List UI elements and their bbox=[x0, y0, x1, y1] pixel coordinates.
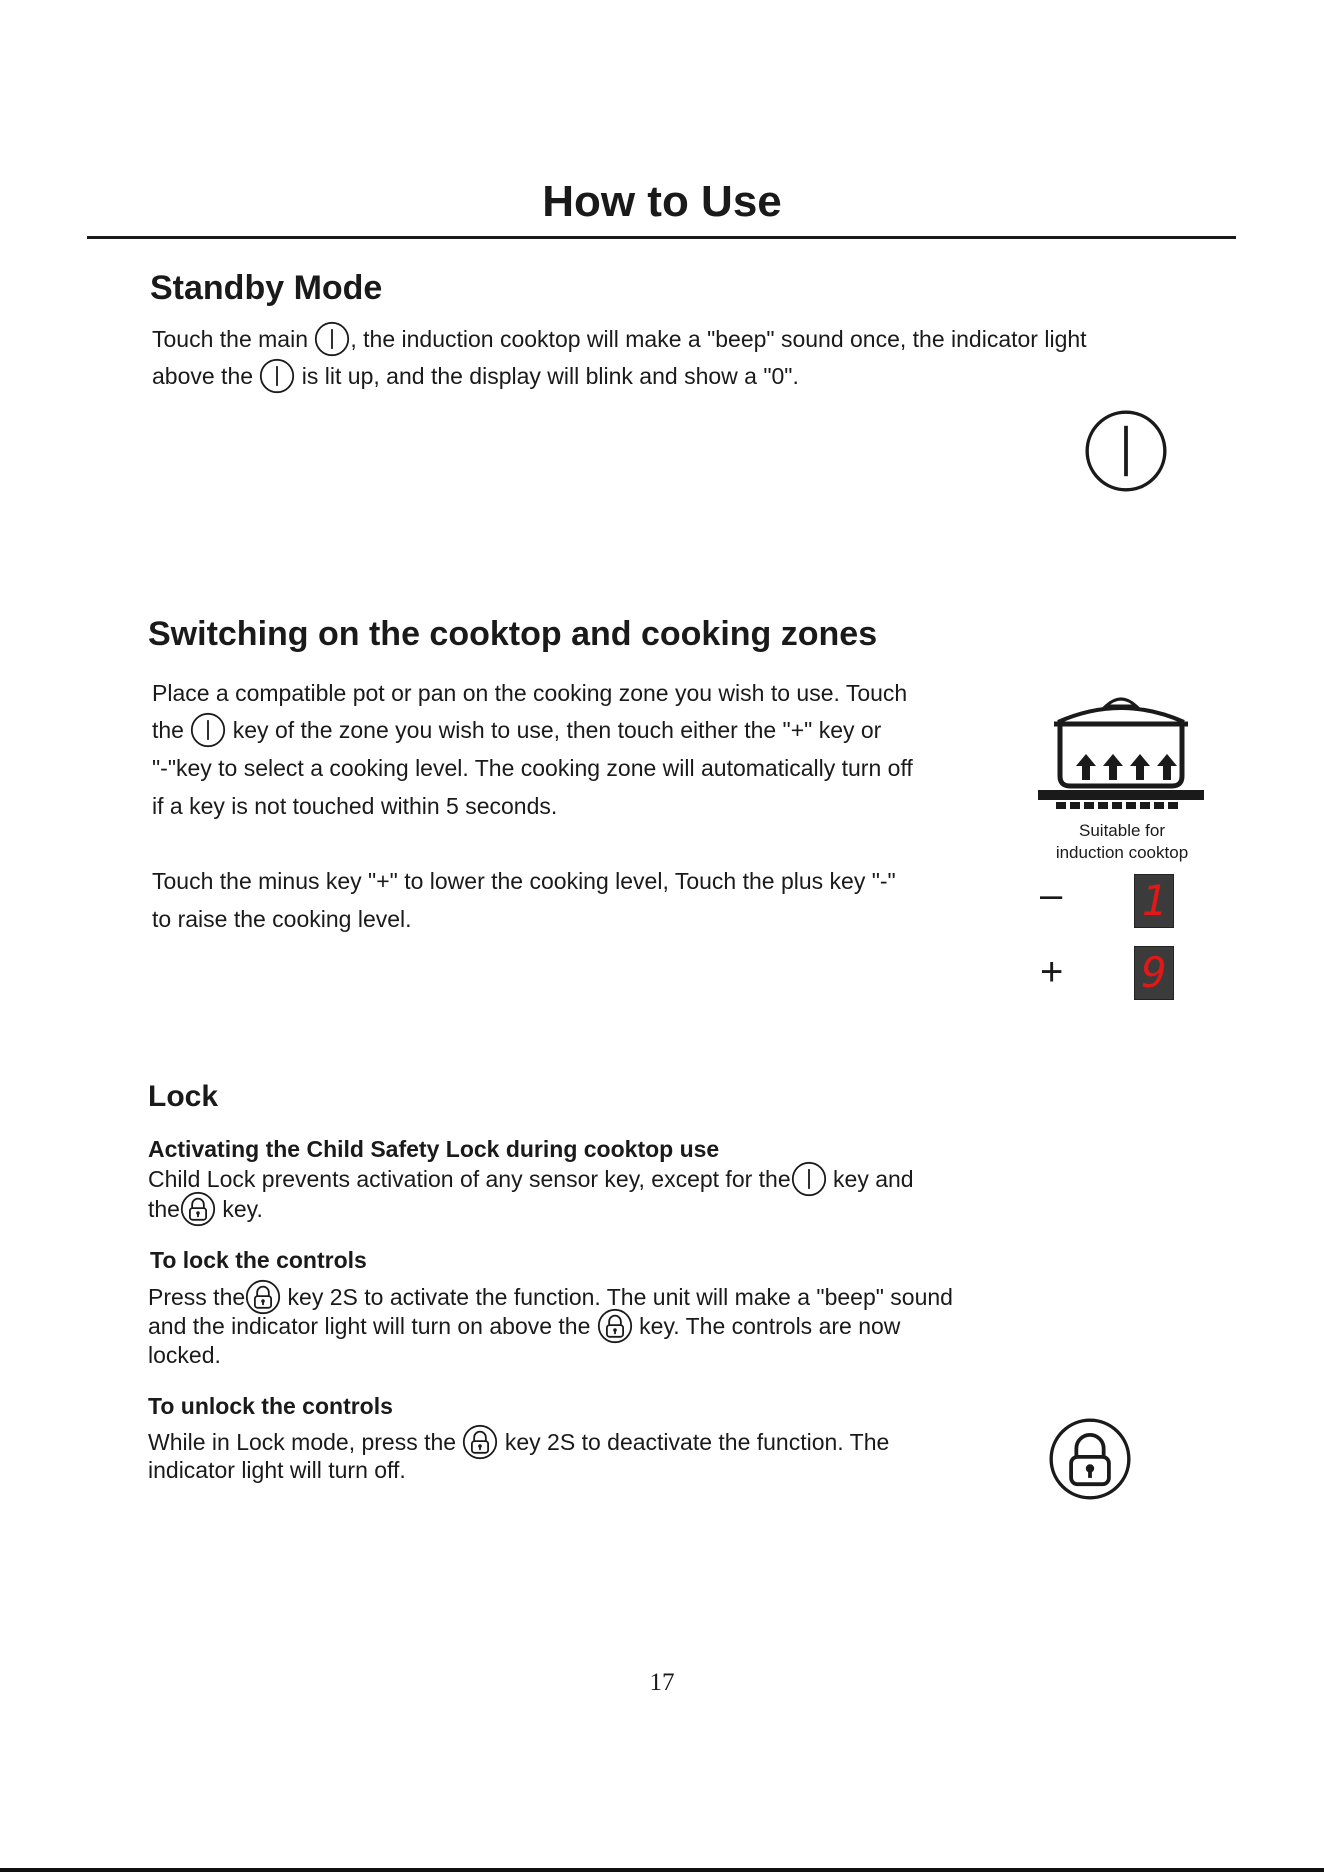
standby-line-1: Touch the main , the induction cooktop will make a "beep" sound once, the indicator light bbox=[152, 320, 1087, 359]
minus-key[interactable]: – bbox=[1040, 873, 1063, 917]
standby-heading: Standby Mode bbox=[150, 269, 383, 307]
level-display-digit: 9 bbox=[1141, 948, 1167, 997]
page-number: 17 bbox=[649, 1669, 675, 1696]
minus-level-display bbox=[1134, 874, 1174, 928]
lock-icon bbox=[597, 1308, 633, 1344]
pot-caption-line-1: Suitable for bbox=[1079, 821, 1165, 840]
switching-line-5: Touch the minus key "+" to lower the cooking level, Touch the plus key "-" bbox=[152, 868, 896, 894]
unlock-line-2: indicator light will turn off. bbox=[148, 1457, 406, 1483]
switching-line-2: the key of the zone you wish to use, then touch either the "+" key or bbox=[152, 711, 881, 750]
activating-heading: Activating the Child Safety Lock during cooktop use bbox=[148, 1136, 720, 1162]
power-icon bbox=[259, 358, 295, 394]
switching-heading: Switching on the cooktop and cooking zones bbox=[148, 615, 878, 653]
power-icon bbox=[791, 1161, 827, 1197]
title-divider bbox=[87, 236, 1236, 239]
lock-heading: Lock bbox=[148, 1080, 219, 1113]
power-icon bbox=[314, 321, 350, 357]
power-icon bbox=[1084, 409, 1168, 498]
page-title: How to Use bbox=[542, 177, 782, 226]
switching-line-4: if a key is not touched within 5 seconds. bbox=[152, 793, 558, 819]
unlock-controls-heading: To unlock the controls bbox=[148, 1393, 393, 1419]
pot-caption-line-2: induction cooktop bbox=[1055, 843, 1189, 862]
standby-line-2: above the is lit up, and the display will blink and show a "0". bbox=[152, 357, 799, 396]
level-display-digit: 1 bbox=[1141, 876, 1167, 925]
unlock-line-1: While in Lock mode, press the key 2S to deactivate the function. The bbox=[148, 1426, 889, 1462]
lock-line-3: locked. bbox=[148, 1342, 221, 1368]
plus-level-display bbox=[1134, 946, 1174, 1000]
pot-on-cooktop-icon bbox=[1036, 688, 1206, 815]
activating-line-2: the key. bbox=[148, 1193, 263, 1229]
switching-line-1: Place a compatible pot or pan on the cooking zone you wish to use. Touch bbox=[152, 680, 908, 706]
lock-line-2: and the indicator light will turn on above the key. The controls are now bbox=[148, 1310, 900, 1346]
bottom-edge bbox=[0, 1868, 1324, 1872]
power-icon bbox=[190, 712, 226, 748]
lock-controls-heading: To lock the controls bbox=[150, 1247, 367, 1273]
switching-line-6: to raise the cooking level. bbox=[152, 906, 412, 932]
plus-key[interactable]: + bbox=[1040, 950, 1064, 994]
lock-icon bbox=[1048, 1417, 1132, 1506]
lock-icon bbox=[180, 1191, 216, 1227]
activating-line-1: Child Lock prevents activation of any sensor key, except for the key and bbox=[148, 1163, 914, 1199]
lock-line-1: Press the key 2S to activate the function. The unit will make a "beep" sound bbox=[148, 1281, 953, 1317]
switching-line-3: "-"key to select a cooking level. The cooking zone will automatically turn off bbox=[152, 755, 913, 781]
lock-icon bbox=[462, 1424, 498, 1460]
